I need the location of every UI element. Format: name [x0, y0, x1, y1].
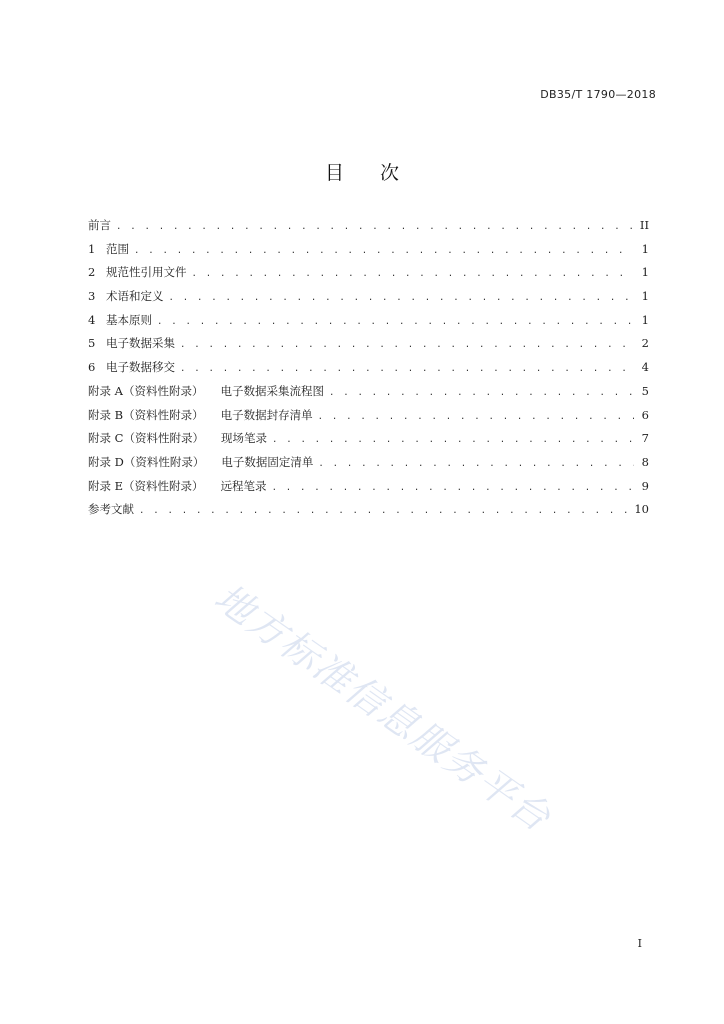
- toc-heading-right: 次: [380, 162, 400, 184]
- toc-dot-leader: [180, 340, 634, 350]
- toc-dot-leader: [329, 388, 634, 398]
- toc-entry-appendix-c[interactable]: [88, 430, 649, 454]
- toc-entry-number: 6: [88, 360, 96, 375]
- toc-entry-page: 10: [634, 502, 649, 517]
- toc-entry-appendix-a[interactable]: [88, 383, 649, 407]
- toc-entry-title: 参考文献: [88, 502, 134, 517]
- toc-entry-number: 2: [88, 265, 96, 280]
- toc-entry-appendix-prefix: 附录 C（资料性附录）: [88, 431, 204, 446]
- toc-entry-title: 现场笔录: [220, 431, 267, 446]
- toc-dot-leader: [157, 317, 634, 327]
- toc-entry-page: 2: [641, 336, 649, 351]
- toc-entry-title: 基本原则: [106, 312, 152, 327]
- toc-dot-leader: [272, 435, 634, 445]
- toc-entry-page: II: [639, 218, 649, 232]
- watermark: 地方标准信息服务平台: [206, 575, 560, 841]
- toc-heading: [0, 158, 724, 185]
- toc-dot-leader: [180, 364, 634, 374]
- toc-entry-page: 1: [641, 312, 649, 327]
- toc-dot-leader: [318, 459, 634, 469]
- document-code: DB35/T 1790—2018: [540, 88, 656, 101]
- toc-entry-title: 术语和定义: [106, 289, 164, 304]
- toc-entry-appendix-prefix: 附录 B（资料性附录）: [88, 407, 204, 422]
- toc-entry-page: 4: [641, 360, 649, 375]
- toc-entry-appendix-d[interactable]: [88, 454, 649, 478]
- toc-entry-title: 电子数据移交: [106, 360, 175, 375]
- toc-entry-page: 5: [641, 383, 649, 398]
- toc-entry-title: 电子数据采集: [106, 336, 175, 351]
- toc-entry-title: 电子数据封存清单: [220, 407, 313, 422]
- toc-dot-leader: [272, 483, 634, 493]
- table-of-contents: [88, 217, 649, 525]
- toc-entry-page: 1: [641, 289, 649, 304]
- toc-entry-normative-references[interactable]: [88, 264, 649, 288]
- toc-entry-title: 前言: [88, 218, 111, 232]
- toc-entry-principles[interactable]: [88, 312, 649, 336]
- toc-entry-number: 1: [88, 241, 96, 256]
- toc-dot-leader: [169, 293, 635, 303]
- page-number: I: [637, 937, 642, 950]
- toc-entry-appendix-e[interactable]: [88, 478, 649, 502]
- toc-entry-appendix-prefix: 附录 E（资料性附录）: [88, 478, 204, 493]
- toc-dot-leader: [134, 246, 634, 256]
- toc-dot-leader: [139, 506, 629, 516]
- toc-entry-appendix-b[interactable]: [88, 407, 649, 431]
- toc-entry-page: 1: [641, 265, 649, 280]
- toc-entry-page: 6: [641, 407, 649, 422]
- toc-entry-bibliography[interactable]: [88, 501, 649, 525]
- toc-entry-foreword[interactable]: [88, 217, 649, 241]
- toc-entry-number: 4: [88, 312, 96, 327]
- toc-entry-title: 电子数据采集流程图: [220, 383, 324, 398]
- toc-entry-page: 1: [641, 241, 649, 256]
- toc-entry-appendix-prefix: 附录 A（资料性附录）: [88, 383, 204, 398]
- toc-heading-left: 目: [324, 162, 344, 184]
- toc-entry-number: 3: [88, 289, 96, 304]
- toc-entry-title: 电子数据固定清单: [221, 454, 314, 469]
- toc-entry-page: 9: [641, 478, 649, 493]
- toc-entry-number: 5: [88, 336, 96, 351]
- toc-dot-leader: [192, 269, 635, 279]
- toc-dot-leader: [318, 412, 634, 422]
- toc-entry-title: 远程笔录: [220, 478, 267, 493]
- toc-entry-data-transfer[interactable]: [88, 359, 649, 383]
- toc-entry-terms[interactable]: [88, 288, 649, 312]
- toc-entry-title: 范围: [106, 241, 129, 256]
- toc-entry-page: 7: [641, 431, 649, 446]
- toc-entry-data-collection[interactable]: [88, 335, 649, 359]
- toc-entry-appendix-prefix: 附录 D（资料性附录）: [88, 454, 205, 469]
- toc-entry-scope[interactable]: [88, 241, 649, 265]
- toc-entry-page: 8: [641, 454, 649, 469]
- toc-dot-leader: [116, 222, 634, 232]
- toc-entry-title: 规范性引用文件: [106, 265, 187, 280]
